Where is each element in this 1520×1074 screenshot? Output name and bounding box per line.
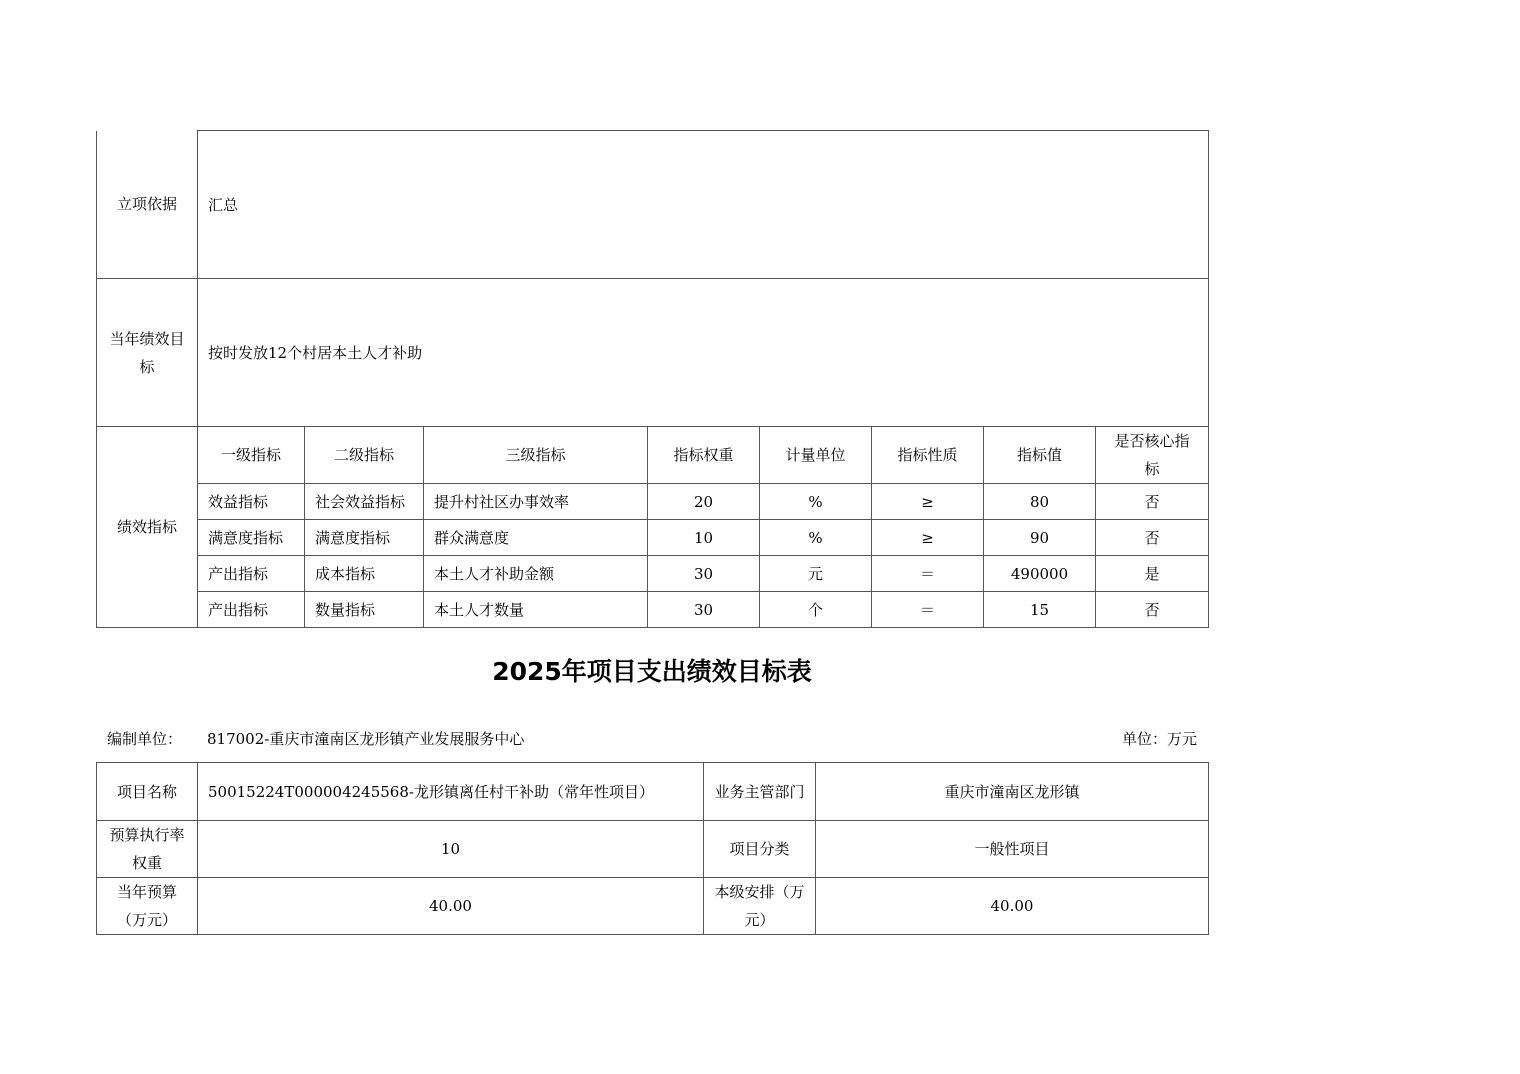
cell-weight: 30 [648,592,760,628]
table-row [97,556,1209,592]
cell-value: 90 [984,520,1096,556]
cell-level3: 提升村社区办事效率 [424,484,648,520]
cell-level3: 群众满意度 [424,520,648,556]
cell-level2: 数量指标 [305,592,424,628]
local-label: 本级安排（万元） [704,878,816,935]
header-level1: 一级指标 [198,427,305,484]
header-level3: 三级指标 [424,427,648,484]
cell-level2: 满意度指标 [305,520,424,556]
category-label: 项目分类 [704,821,816,878]
currency-unit: 单位：万元 [1121,730,1197,748]
cell-weight: 20 [648,484,760,520]
basis-label: 立项依据 [97,131,198,279]
cell-level2: 成本指标 [305,556,424,592]
table-row [97,484,1209,520]
cell-level1: 产出指标 [198,556,305,592]
cell-weight: 10 [648,520,760,556]
org-label: 编制单位： [107,730,183,748]
cell-nature: ＝ [872,556,984,592]
category-value: 一般性项目 [816,821,1209,878]
header-level2: 二级指标 [305,427,424,484]
dept-label: 业务主管部门 [704,763,816,821]
cell-unit: % [760,484,872,520]
header-weight: 指标权重 [648,427,760,484]
page-title: 2025年项目支出绩效目标表 [492,657,812,686]
header-value: 指标值 [984,427,1096,484]
indicator-label: 绩效指标 [97,427,198,628]
cell-core: 否 [1096,520,1209,556]
table-row [97,592,1209,628]
budget-label: 当年预算（万元） [97,878,198,935]
header-core: 是否核心指标 [1096,427,1209,484]
dept-value: 重庆市潼南区龙形镇 [816,763,1209,821]
cell-weight: 30 [648,556,760,592]
project-name-value: 50015224T000004245568-龙形镇离任村干补助（常年性项目） [198,763,704,821]
cell-value: 490000 [984,556,1096,592]
header-unit: 计量单位 [760,427,872,484]
goal-label: 当年绩效目标 [97,279,198,427]
cell-level1: 满意度指标 [198,520,305,556]
cell-core: 否 [1096,484,1209,520]
performance-goal-table-continued [96,130,1209,628]
cell-unit: 元 [760,556,872,592]
project-name-label: 项目名称 [97,763,198,821]
basis-value: 汇总 [198,131,1209,279]
exec-rate-value: 10 [198,821,704,878]
cell-level3: 本土人才数量 [424,592,648,628]
exec-rate-label: 预算执行率权重 [97,821,198,878]
cell-value: 80 [984,484,1096,520]
project-info-table [96,762,1209,935]
cell-value: 15 [984,592,1096,628]
cell-level1: 产出指标 [198,592,305,628]
cell-unit: 个 [760,592,872,628]
header-nature: 指标性质 [872,427,984,484]
budget-value: 40.00 [198,878,704,935]
org-value: 817002-重庆市潼南区龙形镇产业发展服务中心 [207,730,525,748]
table-row [97,520,1209,556]
cell-core: 否 [1096,592,1209,628]
cell-core: 是 [1096,556,1209,592]
cell-level3: 本土人才补助金额 [424,556,648,592]
local-value: 40.00 [816,878,1209,935]
cell-nature: ＝ [872,592,984,628]
cell-level1: 效益指标 [198,484,305,520]
unit-row [107,728,1197,752]
goal-value: 按时发放12个村居本土人才补助 [198,279,1209,427]
cell-nature: ≥ [872,520,984,556]
cell-unit: % [760,520,872,556]
cell-level2: 社会效益指标 [305,484,424,520]
cell-nature: ≥ [872,484,984,520]
